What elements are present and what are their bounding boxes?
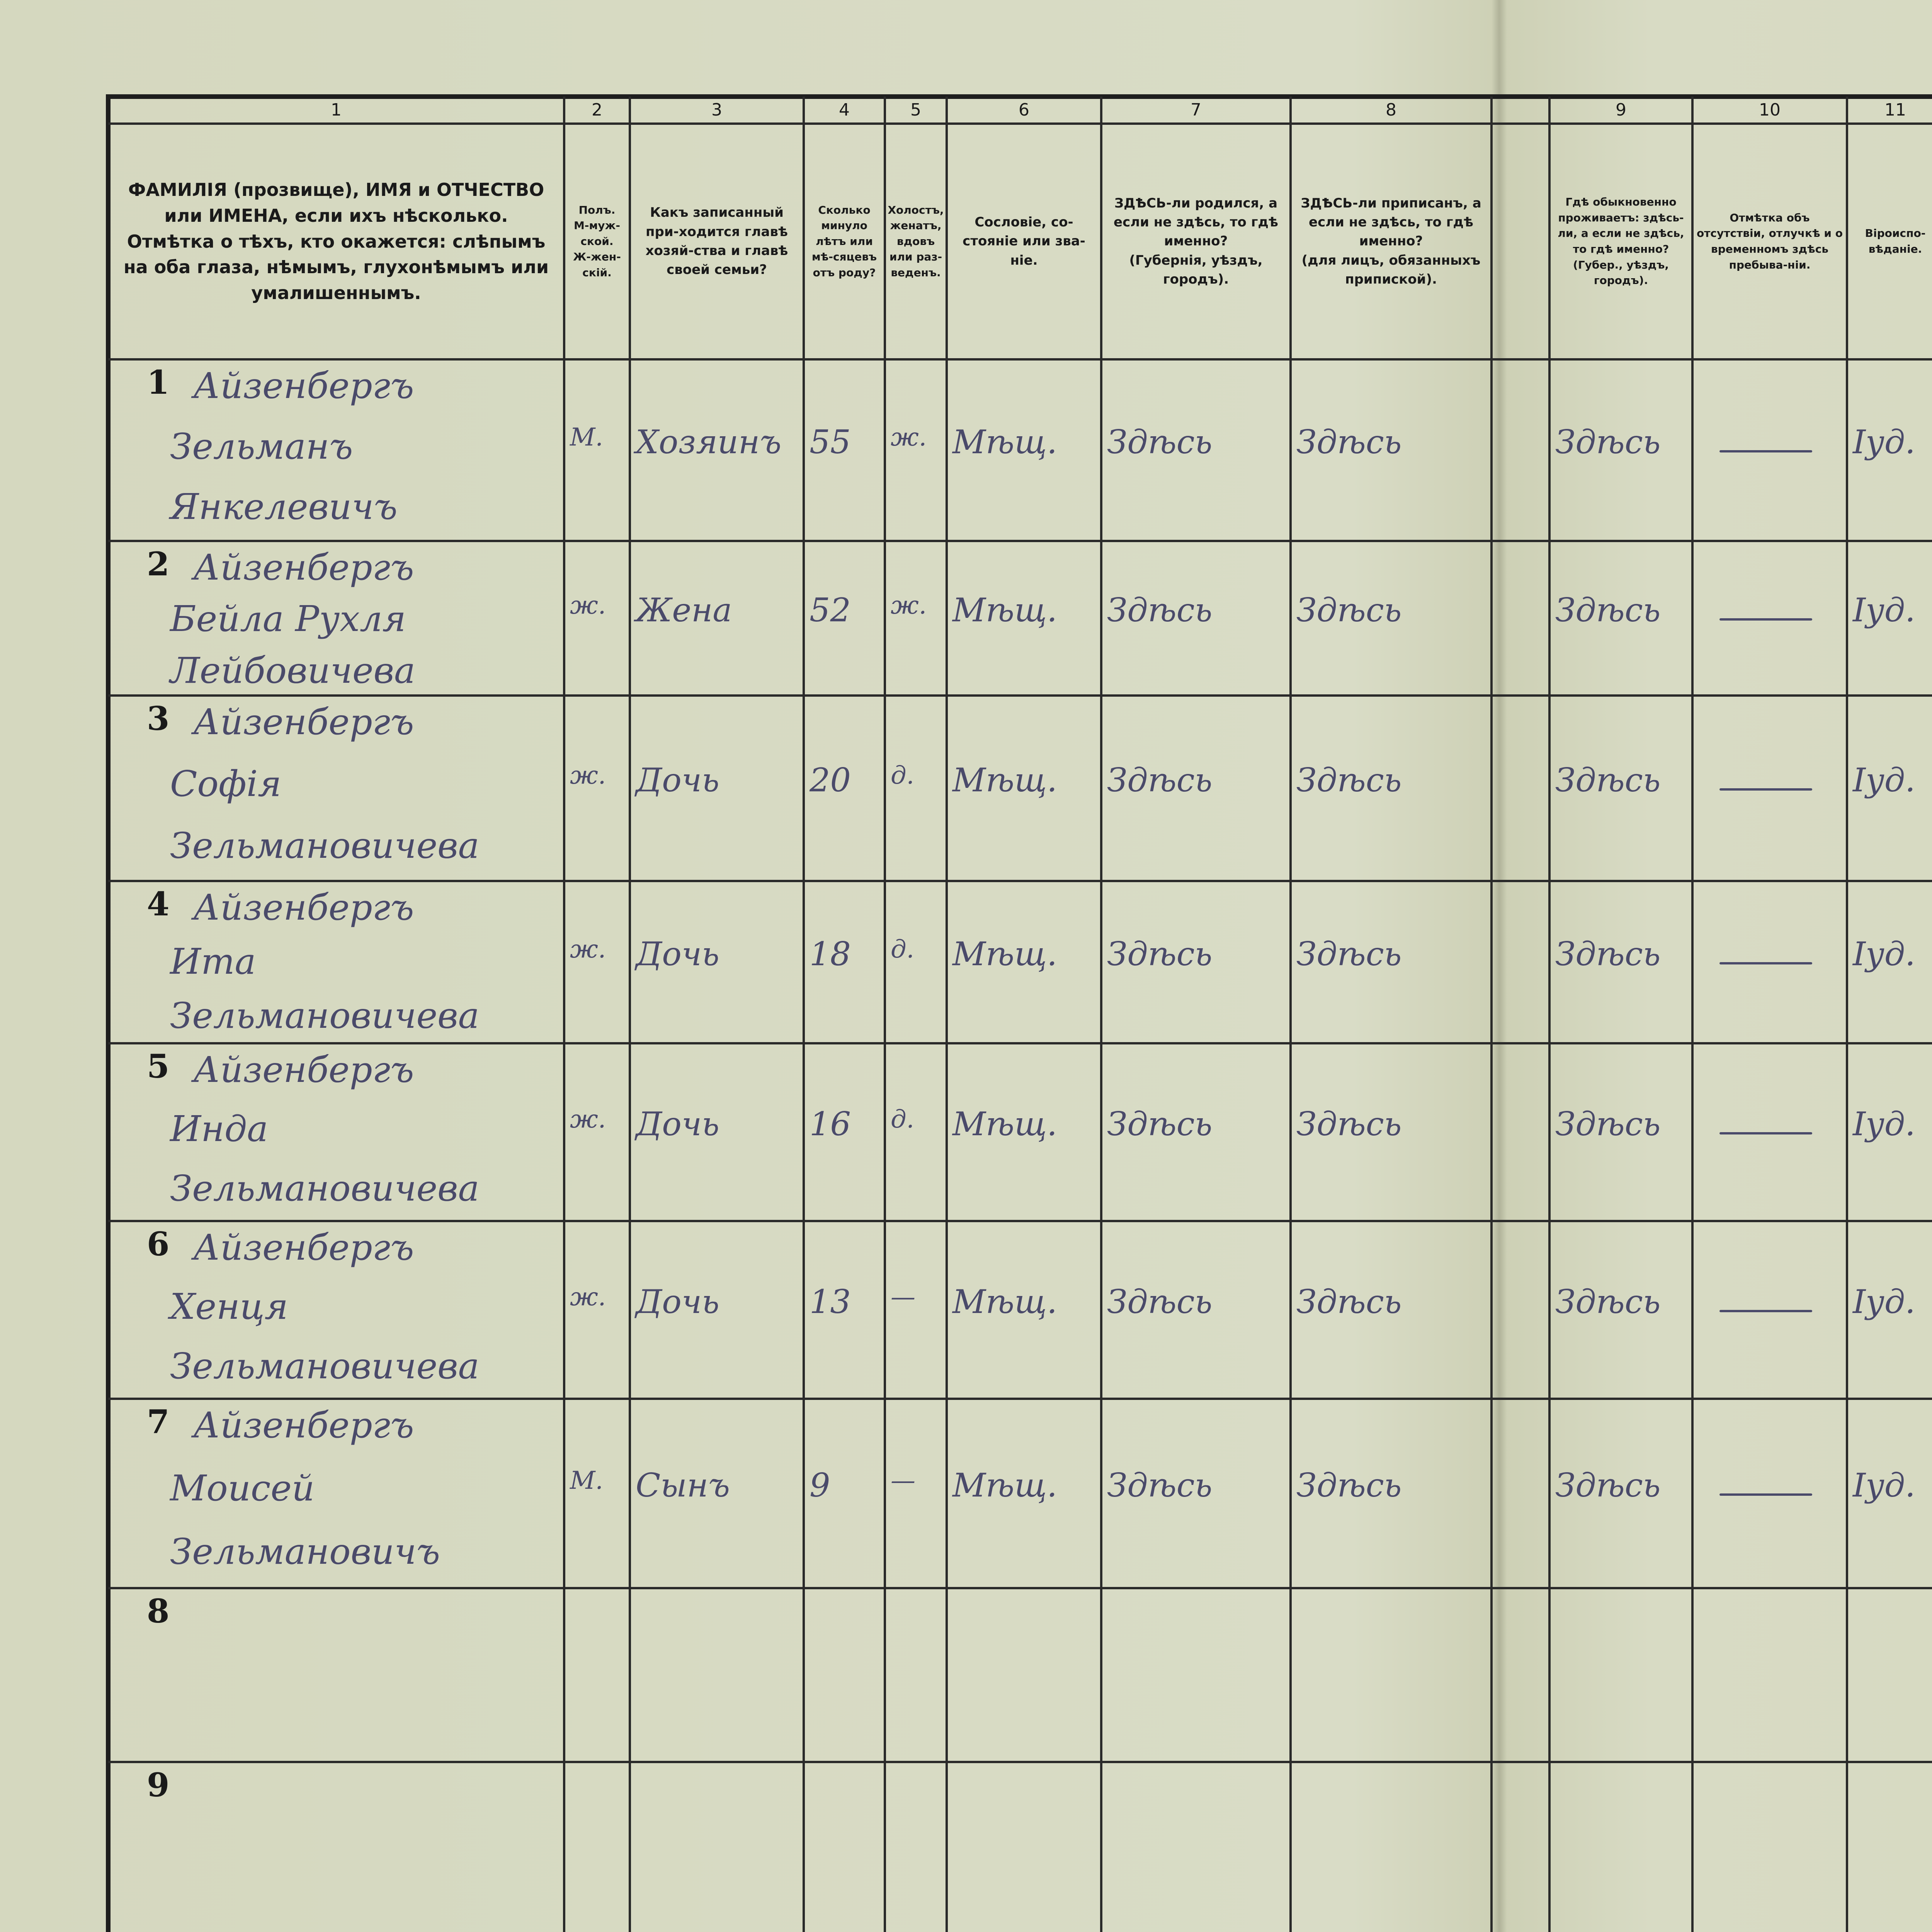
row-number: 1 — [147, 363, 170, 401]
cell-resides: Здѣсь — [1555, 935, 1661, 973]
person-name-line: Зельмановичева — [170, 825, 480, 866]
cell-religion: Іуд. — [1853, 1105, 1915, 1143]
cell-resides: Здѣсь — [1555, 1105, 1661, 1143]
person-name-line: Хенця — [170, 1286, 288, 1328]
header-residence: Гдѣ обыкновенно проживаетъ: здѣсь-ли, а если не здѣсь, то гдѣ именно? (Губер., уѣздъ, городъ). — [1558, 196, 1684, 287]
cell-sex: ж. — [570, 935, 606, 964]
row-number: 5 — [147, 1047, 170, 1085]
person-name-line: Софія — [170, 763, 282, 804]
cell-marital: ж. — [891, 591, 927, 620]
colnum-5: 5 — [910, 100, 921, 120]
row-number: 2 — [147, 545, 170, 583]
row-number: 4 — [147, 885, 170, 923]
person-name-line: Зельмановичева — [170, 1167, 480, 1209]
person-name-line: Ита — [170, 941, 256, 982]
cell-religion: Іуд. — [1853, 935, 1915, 973]
header-registered: ЗДѢСЬ-ли приписанъ, а если не здѣсь, то гдѣ именно? (для лицъ, обязанныхъ припиской). — [1301, 195, 1481, 287]
person-name-line: Моисей — [170, 1468, 315, 1509]
person-name-line: Янкелевичъ — [170, 486, 398, 528]
row-number: 6 — [147, 1225, 170, 1263]
cell-sex: ж. — [570, 1105, 606, 1134]
cell-religion: Іуд. — [1853, 1466, 1915, 1504]
header-name: ФАМИЛІЯ (прозвище), ИМЯ и ОТЧЕСТВО или ИМЕНА, если ихъ нѣсколько. Отмѣтка о тѣхъ, кто окажется: слѣпымъ на оба глаза, нѣмымъ, глухонѣмымъ или умалишеннымъ. — [123, 179, 549, 304]
colnum-4: 4 — [839, 100, 850, 120]
person-name-line: Айзенбергъ — [193, 365, 414, 406]
cell-age: 9 — [810, 1466, 830, 1504]
person-name-line: Зельмановичева — [170, 995, 480, 1036]
row-number: 7 — [147, 1403, 170, 1441]
absence-dash — [1719, 788, 1812, 791]
cell-relation: Жена — [636, 591, 732, 629]
cell-religion: Іуд. — [1853, 1283, 1915, 1321]
cell-estate: Мѣщ. — [952, 1105, 1057, 1143]
cell-age: 52 — [810, 591, 851, 629]
row-number: 3 — [147, 699, 170, 738]
person-name-line: Инда — [170, 1108, 268, 1150]
cell-registered: Здѣсь — [1296, 761, 1402, 799]
cell-resides: Здѣсь — [1555, 1466, 1661, 1504]
colnum-2: 2 — [592, 100, 602, 120]
cell-estate: Мѣщ. — [952, 1466, 1057, 1504]
person-name-line: Бейла Рухля — [170, 598, 406, 640]
cell-age: 18 — [810, 935, 851, 973]
cell-estate: Мѣщ. — [952, 1283, 1057, 1321]
cell-estate: Мѣщ. — [952, 935, 1057, 973]
cell-born: Здѣсь — [1107, 1105, 1213, 1143]
person-name-line: Зельмановичъ — [170, 1531, 440, 1572]
cell-relation: Дочь — [636, 761, 719, 799]
cell-estate: Мѣщ. — [952, 761, 1057, 799]
cell-sex: ж. — [570, 1283, 606, 1311]
cell-marital: ж. — [891, 423, 927, 452]
cell-age: 13 — [810, 1283, 851, 1321]
cell-estate: Мѣщ. — [952, 423, 1057, 461]
colnum-6: 6 — [1019, 100, 1029, 120]
cell-sex: М. — [570, 423, 603, 452]
cell-born: Здѣсь — [1107, 935, 1213, 973]
cell-marital: д. — [891, 761, 914, 790]
cell-registered: Здѣсь — [1296, 1466, 1402, 1504]
cell-relation: Хозяинъ — [636, 423, 782, 461]
cell-registered: Здѣсь — [1296, 591, 1402, 629]
person-name-line: Айзенбергъ — [193, 1227, 414, 1268]
header-marital: Холостъ, женатъ, вдовъ или раз-веденъ. — [888, 203, 944, 279]
row-number: 9 — [147, 1766, 170, 1804]
cell-age: 20 — [810, 761, 851, 799]
cell-resides: Здѣсь — [1555, 423, 1661, 461]
cell-marital: — — [891, 1466, 915, 1495]
colnum-8: 8 — [1386, 100, 1396, 120]
cell-born: Здѣсь — [1107, 423, 1213, 461]
cell-resides: Здѣсь — [1555, 591, 1661, 629]
cell-resides: Здѣсь — [1555, 1283, 1661, 1321]
colnum-9: 9 — [1616, 100, 1626, 120]
cell-religion: Іуд. — [1853, 761, 1915, 799]
cell-religion: Іуд. — [1853, 423, 1915, 461]
cell-resides: Здѣсь — [1555, 761, 1661, 799]
absence-dash — [1719, 1493, 1812, 1496]
cell-born: Здѣсь — [1107, 761, 1213, 799]
cell-born: Здѣсь — [1107, 1283, 1213, 1321]
cell-born: Здѣсь — [1107, 1466, 1213, 1504]
absence-dash — [1719, 1310, 1812, 1312]
header-sex: Полъ. М-муж-ской. Ж-жен-скій. — [573, 203, 621, 279]
cell-age: 16 — [810, 1105, 851, 1143]
header-birthplace: ЗДѢСЬ-ли родился, а если не здѣсь, то гдѣ именно? (Губернія, уѣздъ, городъ). — [1114, 195, 1278, 287]
person-name-line: Лейбовичева — [170, 650, 415, 691]
colnum-1: 1 — [331, 100, 342, 120]
cell-born: Здѣсь — [1107, 591, 1213, 629]
colnum-3: 3 — [711, 100, 722, 120]
header-religion: Віроиспо-вѣданіе. — [1865, 227, 1926, 255]
header-relation: Какъ записанный при-ходится главѣ хозяй-ства и главѣ своей семьи? — [645, 205, 788, 278]
person-name-line: Зельмановичева — [170, 1345, 480, 1387]
cell-marital: д. — [891, 935, 914, 964]
cell-sex: ж. — [570, 591, 606, 620]
row-number: 8 — [147, 1592, 170, 1630]
absence-dash — [1719, 450, 1812, 452]
person-name-line: Зельманъ — [170, 425, 353, 467]
person-name-line: Айзенбергъ — [193, 547, 414, 588]
cell-marital: — — [891, 1283, 915, 1311]
cell-registered: Здѣсь — [1296, 935, 1402, 973]
person-name-line: Айзенбергъ — [193, 701, 414, 743]
cell-relation: Дочь — [636, 1283, 719, 1321]
cell-age: 55 — [810, 423, 851, 461]
header-age: Сколько минуло лѣтъ или мѣ-сяцевъ отъ роду? — [811, 203, 877, 279]
cell-relation: Сынъ — [636, 1466, 730, 1504]
person-name-line: Айзенбергъ — [193, 1405, 414, 1446]
cell-sex: М. — [570, 1466, 603, 1495]
cell-registered: Здѣсь — [1296, 423, 1402, 461]
header-absence: Отмѣтка объ отсутствіи, отлучкѣ и о временномъ здѣсь пребыва-ніи. — [1696, 211, 1843, 271]
colnum-7: 7 — [1190, 100, 1201, 120]
cell-estate: Мѣщ. — [952, 591, 1057, 629]
cell-relation: Дочь — [636, 935, 719, 973]
cell-relation: Дочь — [636, 1105, 719, 1143]
absence-dash — [1719, 618, 1812, 621]
cell-marital: д. — [891, 1105, 914, 1134]
colnum-10: 10 — [1759, 100, 1781, 120]
colnum-11: 11 — [1884, 100, 1906, 120]
header-estate: Сословіе, со-стояніе или зва-ніе. — [963, 214, 1085, 268]
cell-religion: Іуд. — [1853, 591, 1915, 629]
cell-sex: ж. — [570, 761, 606, 790]
absence-dash — [1719, 962, 1812, 964]
cell-registered: Здѣсь — [1296, 1105, 1402, 1143]
person-name-line: Айзенбергъ — [193, 1049, 414, 1090]
person-name-line: Айзенбергъ — [193, 887, 414, 928]
cell-registered: Здѣсь — [1296, 1283, 1402, 1321]
absence-dash — [1719, 1132, 1812, 1134]
